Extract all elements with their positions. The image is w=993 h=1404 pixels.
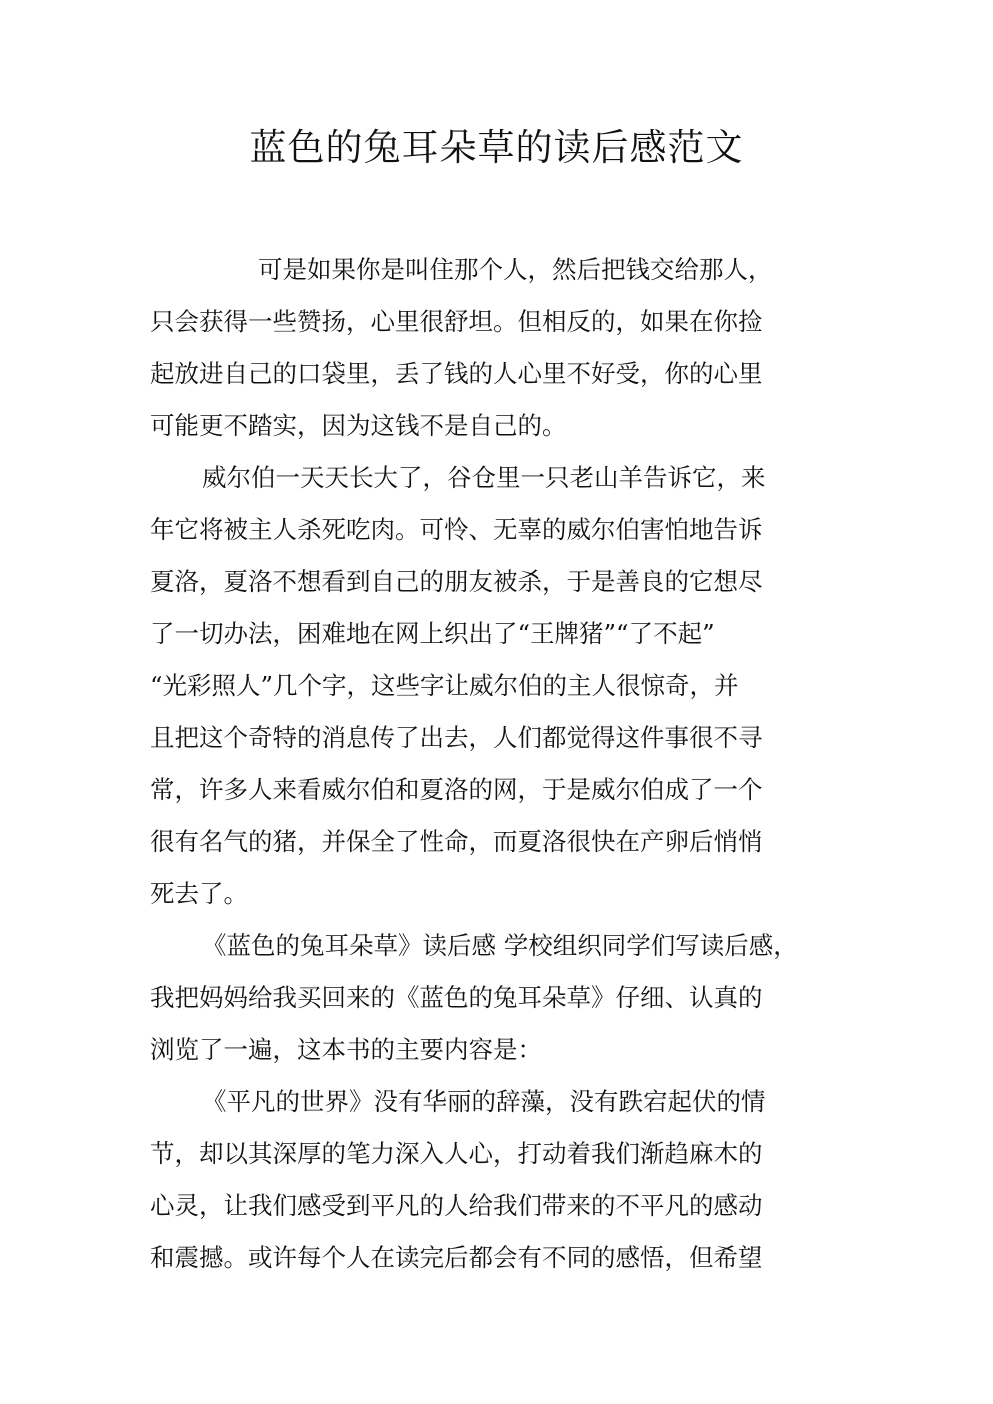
text-line: 《平凡的世界》没有华丽的辞藻，没有跌宕起伏的情 [202,1087,766,1116]
text-line: “光彩照人”几个字，这些字让威尔伯的主人很惊奇，并 [150,671,739,700]
document-title: 蓝色的兔耳朵草的读后感范文 [249,126,744,169]
text-line: 浏览了一遍，这本书的主要内容是： [150,1035,542,1064]
text-line: 常，许多人来看威尔伯和夏洛的网，于是威尔伯成了一个 [150,775,763,804]
text-line: 节，却以其深厚的笔力深入人心，打动着我们渐趋麻木的 [150,1139,763,1168]
document-body [150,244,850,1284]
text-line: 可是如果你是叫住那个人，然后把钱交给那人， [258,255,773,284]
text-line: 了一切办法，困难地在网上织出了“王牌猪”“了不起” [150,619,715,648]
text-line: 夏洛，夏洛不想看到自己的朋友被杀，于是善良的它想尽 [150,567,763,596]
text-line: 可能更不踏实，因为这钱不是自己的。 [150,411,567,440]
text-line: 和震撼。或许每个人在读完后都会有不同的感悟，但希望 [150,1243,763,1272]
paragraph [150,244,850,452]
paragraph [150,920,850,1076]
text-line: 威尔伯一天天长大了，谷仓里一只老山羊告诉它，来 [202,463,766,492]
text-line: 死去了。 [150,879,248,908]
text-line: 我把妈妈给我买回来的《蓝色的兔耳朵草》仔细、认真的 [150,983,763,1012]
text-line: 很有名气的猪，并保全了性命，而夏洛很快在产卵后悄悄 [150,827,763,856]
text-line: 起放进自己的口袋里，丢了钱的人心里不好受，你的心里 [150,359,763,388]
text-line: 只会获得一些赞扬，心里很舒坦。但相反的，如果在你捡 [150,307,763,336]
text-line: 心灵，让我们感受到平凡的人给我们带来的不平凡的感动 [150,1191,763,1220]
text-line: 年它将被主人杀死吃肉。可怜、无辜的威尔伯害怕地告诉 [150,515,763,544]
text-line: 且把这个奇特的消息传了出去，人们都觉得这件事很不寻 [150,723,763,752]
paragraph [150,452,850,920]
paragraph [150,1076,850,1284]
text-line: 《蓝色的兔耳朵草》读后感 学校组织同学们写读后感， [202,931,798,960]
